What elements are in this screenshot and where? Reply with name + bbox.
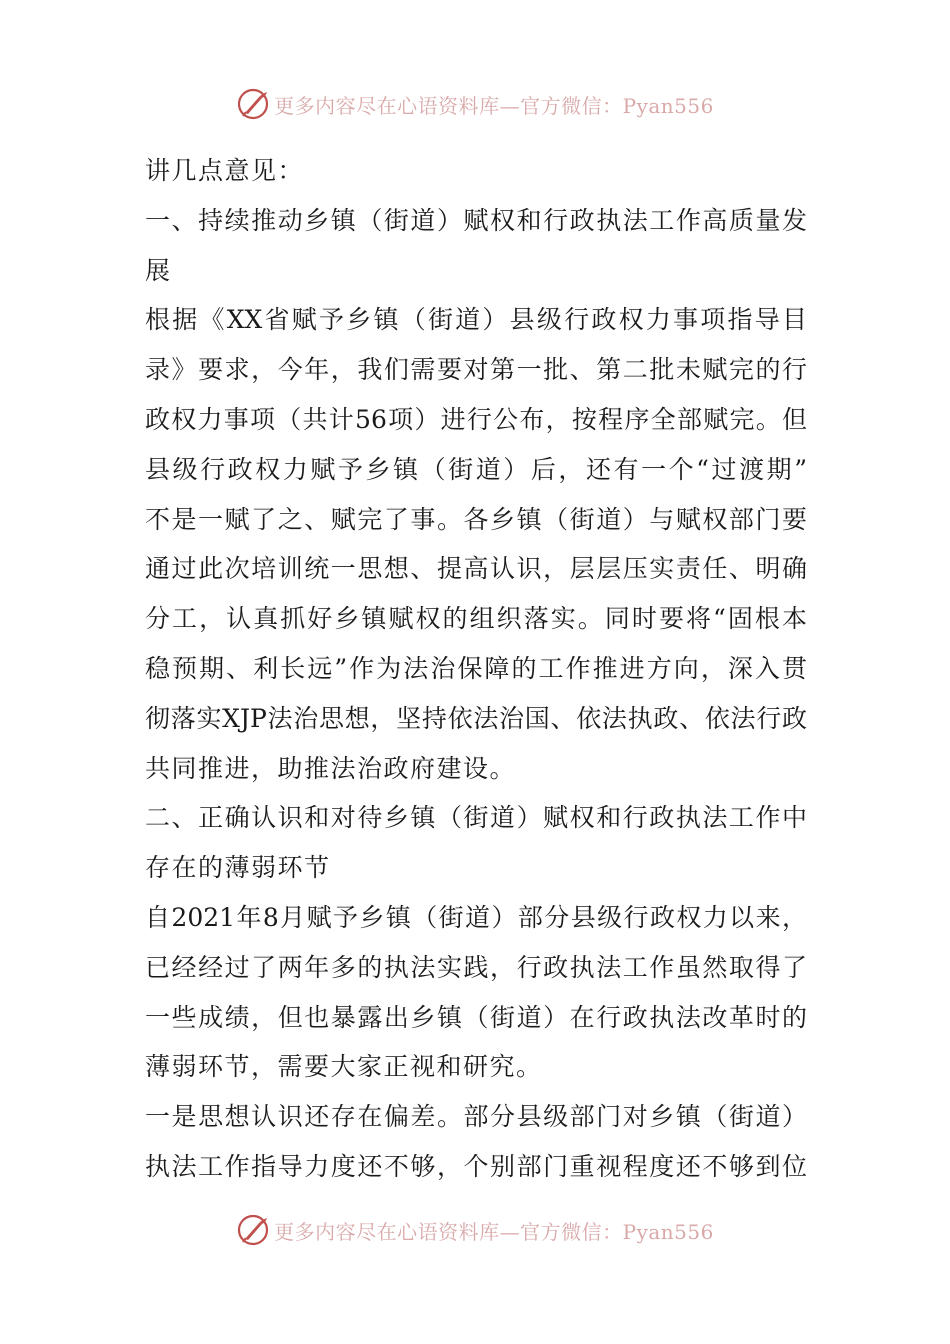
section-heading: 展 bbox=[145, 255, 172, 285]
text-line: 已经经过了两年多的执法实践，行政执法工作虽然取得了 bbox=[145, 952, 807, 982]
text-line: 政权力事项（共计56项）进行公布，按程序全部赋完。但 bbox=[145, 404, 807, 434]
watermark-text: 更多内容尽在心语资料库—官方微信：Pyan556 bbox=[274, 1219, 714, 1244]
text-line: 通过此次培训统一思想、提高认识，层层压实责任、明确 bbox=[145, 554, 807, 584]
text-line: 不是一赋了之、赋完了事。各乡镇（街道）与赋权部门要 bbox=[145, 504, 807, 534]
text-line: 一是思想认识还存在偏差。部分县级部门对乡镇（街道） bbox=[145, 1102, 807, 1132]
quill-pen-icon bbox=[236, 1213, 270, 1247]
section-heading: 存在的薄弱环节 bbox=[145, 853, 331, 883]
footer-watermark bbox=[0, 1210, 950, 1250]
document-body bbox=[145, 146, 807, 1192]
text-line: 一些成绩，但也暴露出乡镇（街道）在行政执法改革时的 bbox=[145, 1002, 807, 1032]
text-line: 彻落实XJP法治思想，坚持依法治国、依法执政、依法行政 bbox=[145, 703, 807, 733]
text-line: 共同推进，助推法治政府建设。 bbox=[145, 753, 517, 783]
watermark-text: 更多内容尽在心语资料库—官方微信：Pyan556 bbox=[274, 93, 714, 118]
section-heading: 二、正确认识和对待乡镇（街道）赋权和行政执法工作中 bbox=[145, 803, 807, 833]
header-watermark bbox=[0, 84, 950, 124]
text-line: 根据《XX省赋予乡镇（街道）县级行政权力事项指导目 bbox=[145, 305, 807, 335]
text-line: 自2021年8月赋予乡镇（街道）部分县级行政权力以来， bbox=[145, 902, 807, 932]
quill-pen-icon bbox=[236, 87, 270, 121]
text-line: 县级行政权力赋予乡镇（街道）后，还有一个“过渡期” bbox=[145, 454, 807, 484]
text-line: 讲几点意见： bbox=[145, 156, 305, 185]
section-heading: 一、持续推动乡镇（街道）赋权和行政执法工作高质量发 bbox=[145, 205, 807, 235]
text-line: 稳预期、利长远”作为法治保障的工作推进方向，深入贯 bbox=[145, 653, 807, 683]
text-line: 分工，认真抓好乡镇赋权的组织落实。同时要将“固根本 bbox=[145, 604, 807, 634]
text-line: 薄弱环节，需要大家正视和研究。 bbox=[145, 1052, 543, 1082]
text-line: 录》要求，今年，我们需要对第一批、第二批未赋完的行 bbox=[145, 355, 807, 385]
text-line: 执法工作指导力度还不够，个别部门重视程度还不够到位 bbox=[145, 1151, 807, 1181]
